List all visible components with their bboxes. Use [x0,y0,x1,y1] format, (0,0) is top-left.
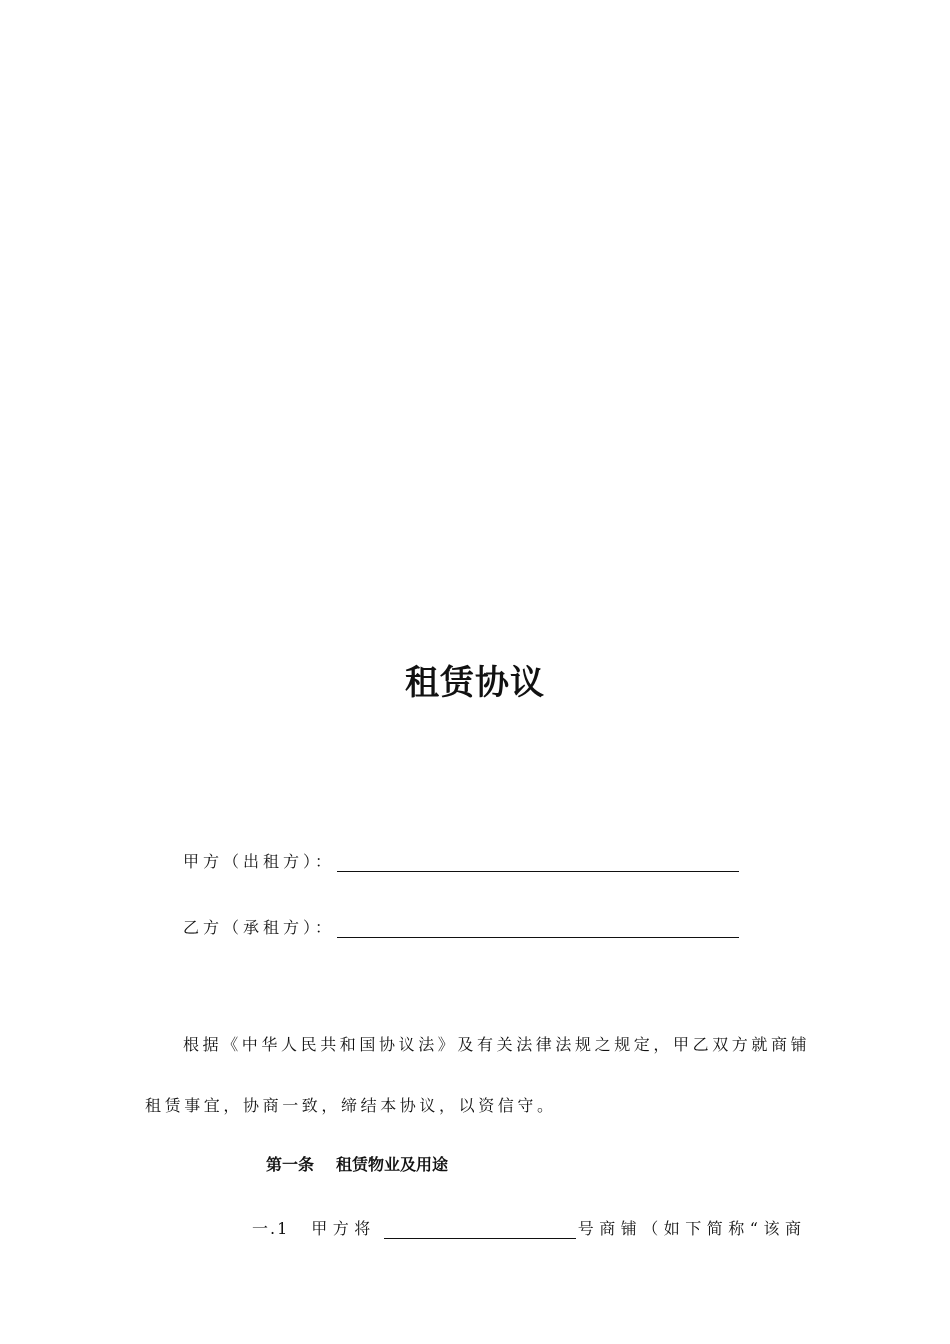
preamble-line-1: 根据《中华人民共和国协议法》及有关法律法规之规定，甲乙双方就商铺 [183,1035,811,1054]
document-title: 租赁协议 [405,663,545,703]
party-b-line [183,912,739,938]
party-a-label: 甲方（出租方）： [183,852,336,871]
clause-1-1-text-after: 号商铺（如下简称“该商 [577,1219,807,1238]
preamble-line-2: 租赁事宜，协商一致，缔结本协议，以资信守。 [145,1096,557,1115]
clause-1-1-text-before: 甲方将 [311,1219,376,1238]
clause-1-1-number: 一.1 [252,1219,290,1238]
article-1-title: 租赁物业及用途 [336,1155,449,1174]
clause-1-1-blank [384,1216,576,1239]
article-1-number: 第一条 [266,1155,315,1174]
party-b-blank [337,915,739,938]
clause-1-1 [252,1216,806,1239]
party-a-line [183,846,739,872]
article-1-heading [266,1152,448,1175]
party-a-blank [337,849,739,872]
party-b-label: 乙方（承租方）： [183,918,336,937]
